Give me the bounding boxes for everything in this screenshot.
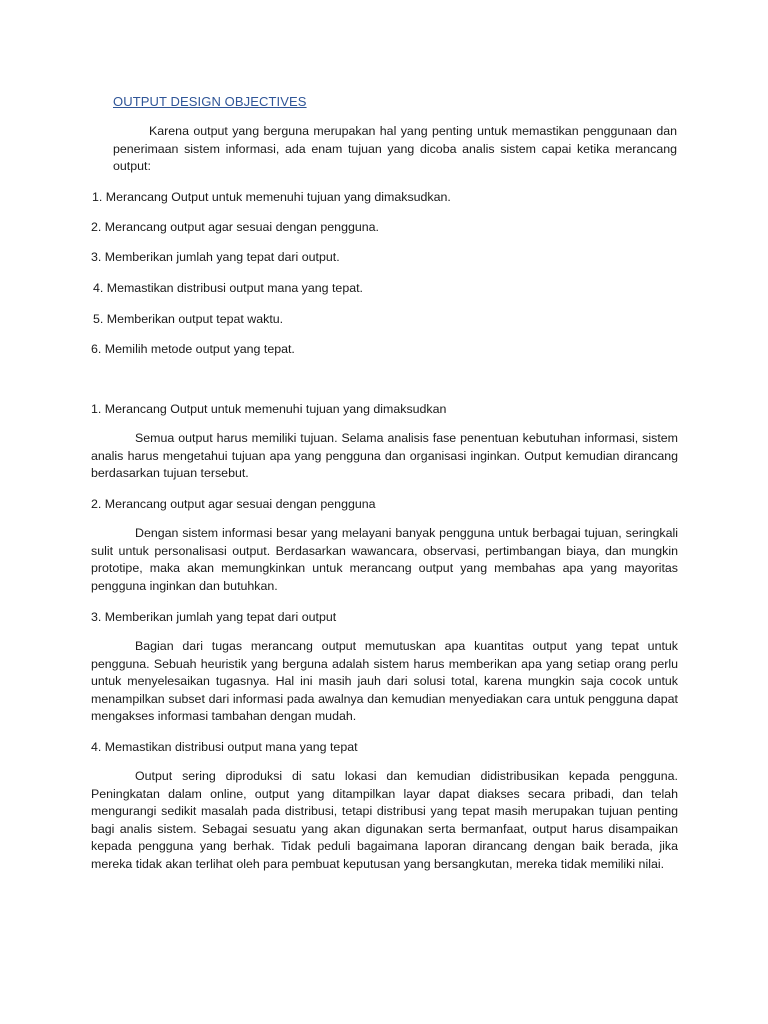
objective-item-5: 5. Memberikan output tepat waktu. xyxy=(93,312,284,326)
document-heading: OUTPUT DESIGN OBJECTIVES xyxy=(113,94,307,109)
section-1-title: 1. Merancang Output untuk memenuhi tujuan yang dimaksudkan xyxy=(91,402,447,416)
section-3-body: Bagian dari tugas merancang output memutuskan apa kuantitas output yang tepat untuk pengguna. Sebuah heuristik yang berguna adalah sistem harus memberikan apa yang setiap orang perlu untuk menyelesaikan tugasnya. Hal ini masih jauh dari solusi total, karena mungkin saja cocok untuk menampilkan subset dari informasi pada awalnya dan kemudian menyediakan cara untuk pengguna dapat mengakses informasi tambahan dengan mudah. xyxy=(91,639,678,724)
objective-item-2: 2. Merancang output agar sesuai dengan pengguna. xyxy=(91,220,379,234)
section-2-body: Dengan sistem informasi besar yang melayani banyak pengguna untuk berbagai tujuan, seringkali sulit untuk personalisasi output. Berdasarkan wawancara, observasi, pertimbangan biaya, dan mungkin prototipe, maka akan memungkinkan untuk merancang output yang membahas apa yang mayoritas pengguna inginkan dan butuhkan. xyxy=(91,526,678,593)
objective-item-6: 6. Memilih metode output yang tepat. xyxy=(91,342,295,356)
section-1-body: Semua output harus memiliki tujuan. Selama analisis fase penentuan kebutuhan informasi, sistem analis harus mengetahui tujuan apa yang pengguna dan organisasi inginkan. Output kemudian dirancang berdasarkan tujuan tersebut. xyxy=(91,431,678,481)
objective-item-1: 1. Merancang Output untuk memenuhi tujuan yang dimaksudkan. xyxy=(92,190,451,204)
section-4-body: Output sering diproduksi di satu lokasi dan kemudian didistribusikan kepada pengguna. Peningkatan dalam online, output yang ditampilkan layar dapat diakses secara pribadi, dan telah mengurangi sedikit masalah pada distribusi, tetapi distribusi yang tepat masih merupakan tujuan penting bagi analis sistem. Sebagai sesuatu yang akan digunakan serta bermanfaat, output harus disampaikan kepada pengguna yang berhak. Tidak peduli bagaimana laporan dirancang dengan baik berada, jika mereka tidak akan terlihat oleh para pembuat keputusan yang bersangkutan, mereka tidak memiliki nilai. xyxy=(91,769,678,871)
intro-paragraph: Karena output yang berguna merupakan hal yang penting untuk memastikan penggunaan dan penerimaan sistem informasi, ada enam tujuan yang dicoba analis sistem capai ketika merancang output: xyxy=(113,124,677,173)
section-4-title: 4. Memastikan distribusi output mana yang tepat xyxy=(91,740,358,754)
section-2-title: 2. Merancang output agar sesuai dengan pengguna xyxy=(91,497,376,511)
objective-item-3: 3. Memberikan jumlah yang tepat dari output. xyxy=(91,250,340,264)
section-3-title: 3. Memberikan jumlah yang tepat dari output xyxy=(91,610,337,624)
objective-item-4: 4. Memastikan distribusi output mana yang tepat. xyxy=(93,281,363,295)
